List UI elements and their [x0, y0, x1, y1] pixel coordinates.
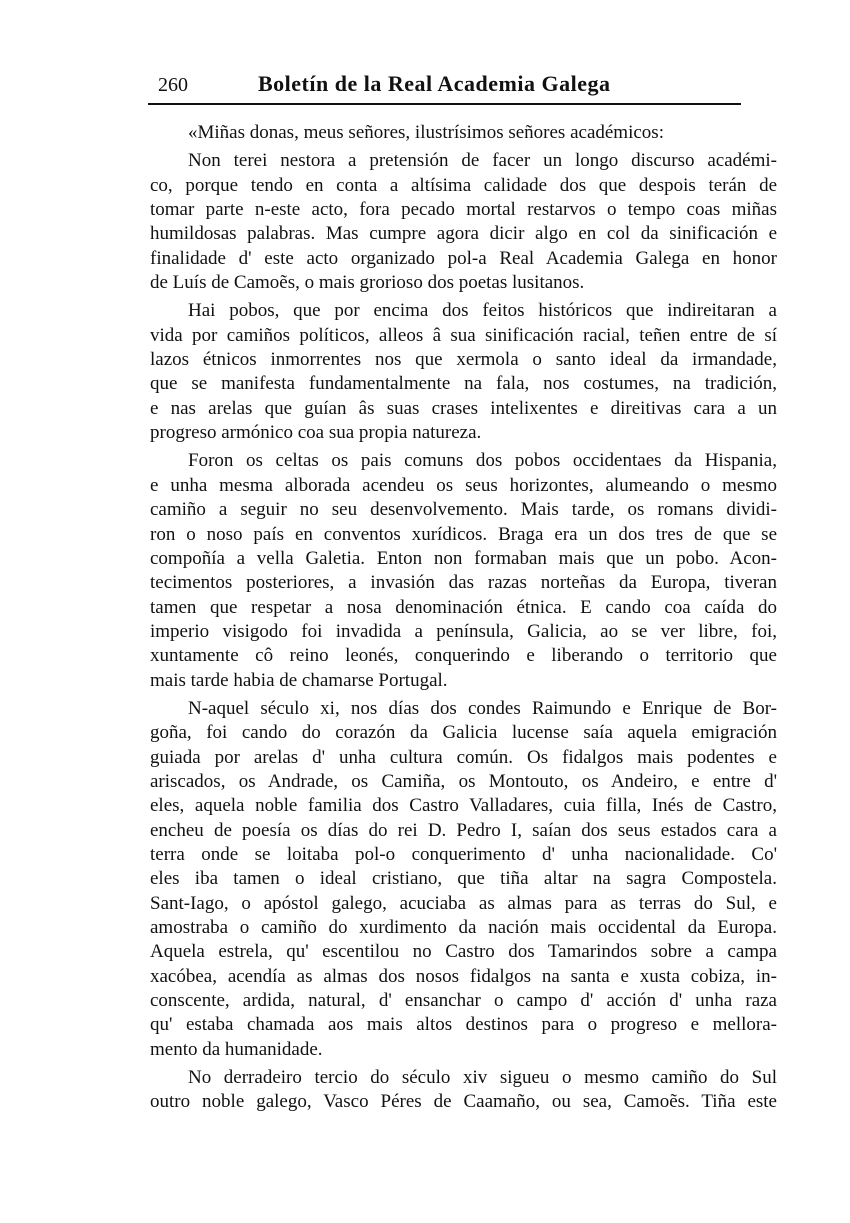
text-line: mais tarde habia de chamarse Portugal.: [150, 669, 448, 691]
paragraph: [150, 149, 777, 295]
text-line: N-aquel século xi, nos días dos condes Raimundo e Enrique de Bor-: [188, 697, 777, 719]
text-line: qu' estaba chamada aos mais altos destinos para o progreso e mellora-: [150, 1014, 777, 1036]
text-line: xacóbea, acendía as almas dos nosos fidalgos na santa e xusta cobiza, in-: [150, 965, 777, 987]
paragraph: [150, 121, 777, 145]
paragraph: [150, 449, 777, 692]
text-line: que se manifesta fundamentalmente na fala, nos costumes, na tradición,: [150, 373, 777, 395]
text-line: imperio visigodo foi invadida a península, Galicia, ao se ver libre, foi,: [150, 620, 777, 642]
text-line: camiño a seguir no seu desenvolvemento. Mais tarde, os romans dividi-: [150, 499, 777, 521]
text-line: eles, aquela noble familia dos Castro Valladares, cuia filla, Inés de Castro,: [150, 795, 777, 817]
text-line: «Miñas donas, meus señores, ilustrísimos señores académicos:: [188, 122, 664, 143]
page-number: 260: [158, 74, 188, 96]
text-line: e unha mesma alborada acendeu os seus horizontes, alumeando o mesmo: [150, 474, 777, 496]
text-line: mento da humanidade.: [150, 1038, 323, 1060]
running-title: Boletín de la Real Academia Galega: [258, 71, 611, 96]
text-line: humildosas palabras. Mas cumpre agora dicir algo en col da sinificación e: [150, 223, 777, 245]
text-line: ariscados, os Andrade, os Camiña, os Montouto, os Andeiro, e entre d': [150, 770, 777, 792]
text-line: lazos étnicos inmorrentes nos que xermola o santo ideal da irmandade,: [150, 349, 777, 371]
paragraph: [150, 299, 777, 445]
text-line: outro noble galego, Vasco Péres de Caamaño, ou sea, Camoẽs. Tiña este: [150, 1091, 777, 1113]
text-line: de Luís de Camoẽs, o mais grorioso dos poetas lusitanos.: [150, 272, 585, 294]
text-line: Aquela estrela, qu' escentilou no Castro dos Tamarindos sobre a campa: [150, 941, 777, 963]
header-rule: [148, 103, 741, 105]
text-line: tamen que respetar a nosa denominación étnica. E cando coa caída do: [150, 596, 777, 618]
text-line: Hai pobos, que por encima dos feitos históricos que indireitaran a: [188, 300, 777, 322]
text-line: guiada por arelas d' unha cultura común. Os fidalgos mais podentes e: [150, 746, 777, 768]
text-line: ron o noso país en conventos xurídicos. Braga era un dos tres de que se: [150, 523, 777, 545]
text-line: co, porque tendo en conta a altísima calidade dos que despois terán de: [150, 174, 777, 196]
text-line: vida por camiños políticos, alleos â sua sinificación racial, teñen entre de sí: [150, 324, 777, 346]
text-line: compoñía a vella Galetia. Enton non formaban mais que un pobo. Acon-: [150, 547, 777, 569]
text-line: e nas arelas que guían âs suas crases intelixentes e direitivas cara a un: [150, 397, 777, 419]
text-line: Non terei nestora a pretensión de facer un longo discurso académi-: [188, 150, 777, 172]
paragraph: [150, 697, 777, 1062]
text-line: xuntamente cô reino leonés, conquerindo e liberando o territorio que: [150, 645, 777, 667]
text-line: conscente, ardida, natural, d' ensanchar o campo d' acción d' unha raza: [150, 990, 777, 1012]
text-line: encheu de poesía os días do rei D. Pedro I, saían dos seus estados cara a: [150, 819, 777, 841]
text-line: No derradeiro tercio do século xiv sigueu o mesmo camiño do Sul: [188, 1067, 777, 1089]
text-line: goña, foi cando do corazón da Galicia lucense saía aquela emigración: [150, 722, 777, 744]
text-line: amostraba o camiño do xurdimento da nación mais occidental da Europa.: [150, 917, 777, 938]
text-line: terra onde se loitaba pol-o conquerimento d' unha nacionalidade. Co': [150, 843, 777, 865]
text-line: eles iba tamen o ideal cristiano, que tiña altar na sagra Compostela.: [150, 868, 777, 890]
text-line: finalidade d' este acto organizado pol-a Real Academia Galega en honor: [150, 247, 777, 269]
article-body: [150, 121, 777, 1115]
running-header: [150, 70, 742, 104]
text-line: Sant-Iago, o apóstol galego, acuciaba as almas para as terras do Sul, e: [150, 892, 777, 914]
text-line: progreso armónico coa sua propia natureza.: [150, 422, 482, 444]
text-line: tecimentos posteriores, a invasión das razas norteñas da Europa, tiveran: [150, 572, 777, 594]
paragraph: [150, 1066, 777, 1115]
text-line: tomar parte n-este acto, fora pecado mortal restarvos o tempo coas miñas: [150, 199, 777, 221]
text-line: Foron os celtas os pais comuns dos pobos occidentaes da Hispania,: [188, 450, 777, 472]
